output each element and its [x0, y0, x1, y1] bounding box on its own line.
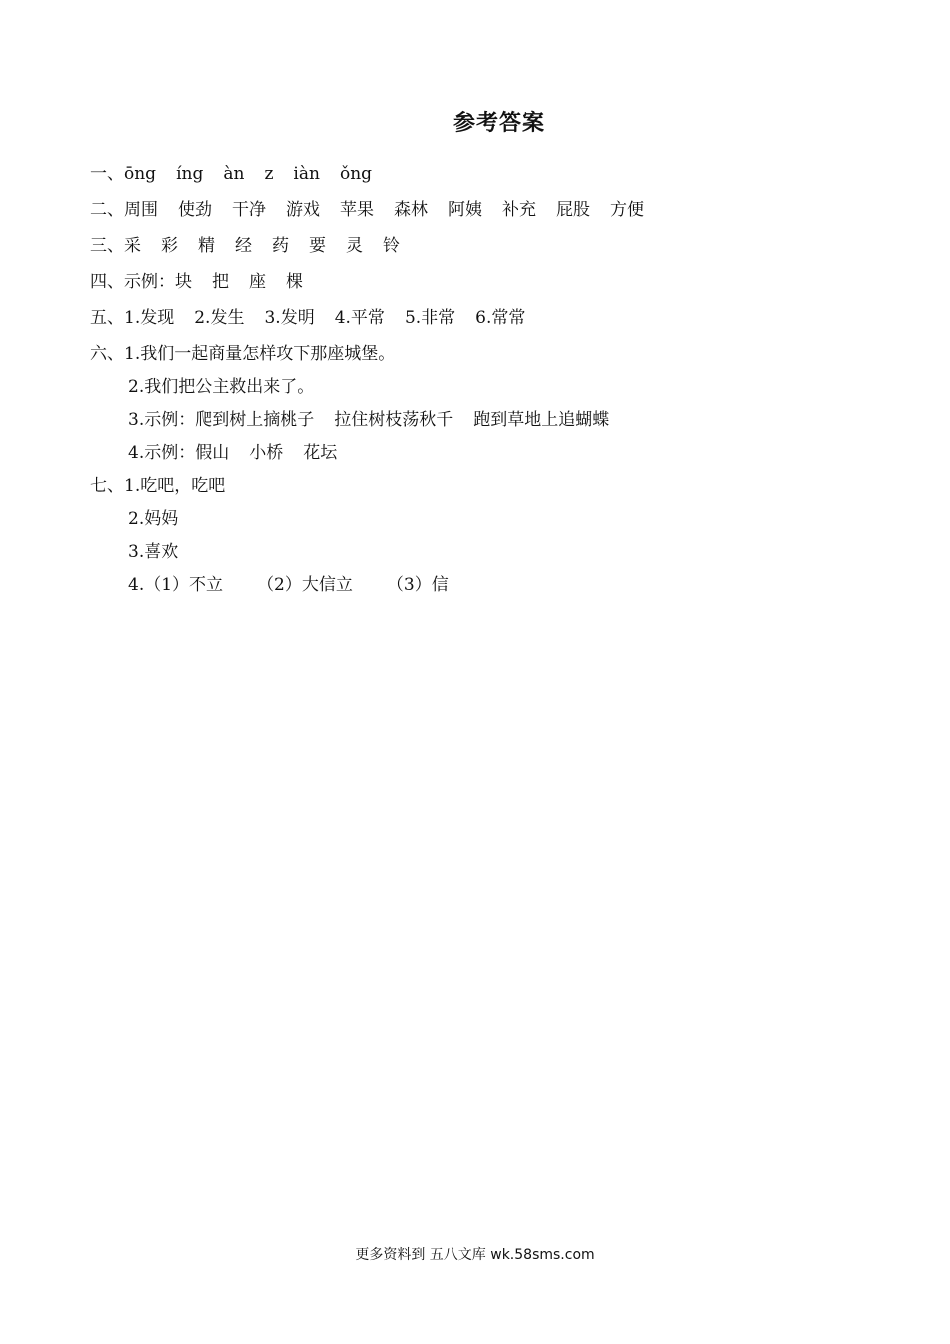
q5-item: 4.平常 — [334, 308, 385, 328]
q6-answer-3-item: 拉住树枝荡秋千 — [334, 410, 454, 430]
q1-item: ǒng — [339, 164, 373, 184]
q6-answer-2: 2.我们把公主救出来了。 — [128, 377, 315, 397]
q6-answer-4-prefix: 4.示例： — [128, 443, 196, 463]
q2-prefix: 二、 — [90, 200, 124, 220]
q2-item: 方便 — [610, 200, 644, 220]
q3-item: 采 — [124, 236, 141, 256]
q2-item: 周围 — [124, 200, 158, 220]
q5-prefix: 五、 — [90, 308, 124, 328]
q2-item: 使劲 — [178, 200, 212, 220]
q2-item: 阿姨 — [448, 200, 482, 220]
q2-item: 游戏 — [286, 200, 320, 220]
q7-answer-4-item: （1）不立 — [144, 575, 224, 595]
answer-q7-line4 — [90, 571, 870, 604]
answer-q3 — [90, 232, 870, 268]
q1-prefix: 一、 — [90, 164, 124, 184]
q6-answer-4-item: 假山 — [195, 443, 230, 463]
q2-item: 补充 — [502, 200, 536, 220]
q4-item: 块 — [175, 272, 192, 292]
footer-link-text[interactable]: 更多资料到 五八文库 wk.58sms.com — [355, 1247, 595, 1263]
q5-item: 6.常常 — [475, 308, 526, 328]
q5-item: 5.非常 — [404, 308, 456, 328]
q5-item: 3.发明 — [264, 308, 315, 328]
q3-item: 彩 — [161, 236, 178, 256]
answer-q1 — [90, 160, 870, 196]
q4-prefix: 四、示例： — [90, 272, 175, 292]
q6-answer-1: 1.我们一起商量怎样攻下那座城堡。 — [124, 344, 396, 364]
q1-item: z — [264, 164, 274, 184]
q2-item: 屁股 — [556, 200, 590, 220]
q6-answer-3-item: 跑到草地上追蝴蝶 — [473, 410, 610, 430]
q4-item: 把 — [212, 272, 229, 292]
q3-prefix: 三、 — [90, 236, 124, 256]
q6-answer-3-item: 爬到树上摘桃子 — [195, 410, 315, 430]
q3-item: 经 — [235, 236, 252, 256]
answer-q7-line2 — [90, 505, 870, 538]
answer-list — [90, 160, 870, 604]
q3-item: 铃 — [383, 236, 400, 256]
q5-item: 1.发现 — [124, 308, 175, 328]
answer-q5 — [90, 304, 870, 340]
q4-item: 座 — [249, 272, 266, 292]
q6-answer-4-item: 花坛 — [303, 443, 338, 463]
q6-answer-4-item: 小桥 — [249, 443, 284, 463]
q3-item: 灵 — [346, 236, 363, 256]
answer-q7-line1 — [90, 472, 870, 505]
q4-item: 棵 — [286, 272, 303, 292]
q6-answer-3-prefix: 3.示例： — [128, 410, 196, 430]
q1-item: íng — [176, 164, 204, 184]
answer-q6-line1 — [90, 340, 870, 373]
answer-q6-line2 — [90, 373, 870, 406]
q1-item: àn — [223, 164, 245, 184]
answer-q2 — [90, 196, 870, 232]
q7-answer-1: 1.吃吧，吃吧 — [124, 476, 226, 496]
q2-item: 森林 — [394, 200, 428, 220]
q7-answer-2: 2.妈妈 — [128, 509, 179, 529]
q1-item: iàn — [293, 164, 320, 184]
q7-answer-4-item: （2）大信立 — [257, 575, 353, 595]
q7-prefix: 七、 — [90, 476, 124, 496]
q6-prefix: 六、 — [90, 344, 124, 364]
q3-item: 要 — [309, 236, 326, 256]
page-title: 参考答案 — [452, 111, 545, 136]
q2-item: 苹果 — [340, 200, 374, 220]
q3-item: 药 — [272, 236, 289, 256]
answer-q4 — [90, 268, 870, 304]
q2-item: 干净 — [232, 200, 266, 220]
answer-q7-line3 — [90, 538, 870, 571]
answer-q6-line4 — [90, 439, 870, 472]
q5-item: 2.发生 — [194, 308, 245, 328]
q7-answer-3: 3.喜欢 — [128, 542, 179, 562]
q3-item: 精 — [198, 236, 215, 256]
q1-item: ōng — [124, 164, 157, 184]
q7-answer-4-prefix: 4. — [128, 575, 145, 595]
answer-q6-line3 — [90, 406, 870, 439]
q7-answer-4-item: （3）信 — [386, 575, 449, 595]
